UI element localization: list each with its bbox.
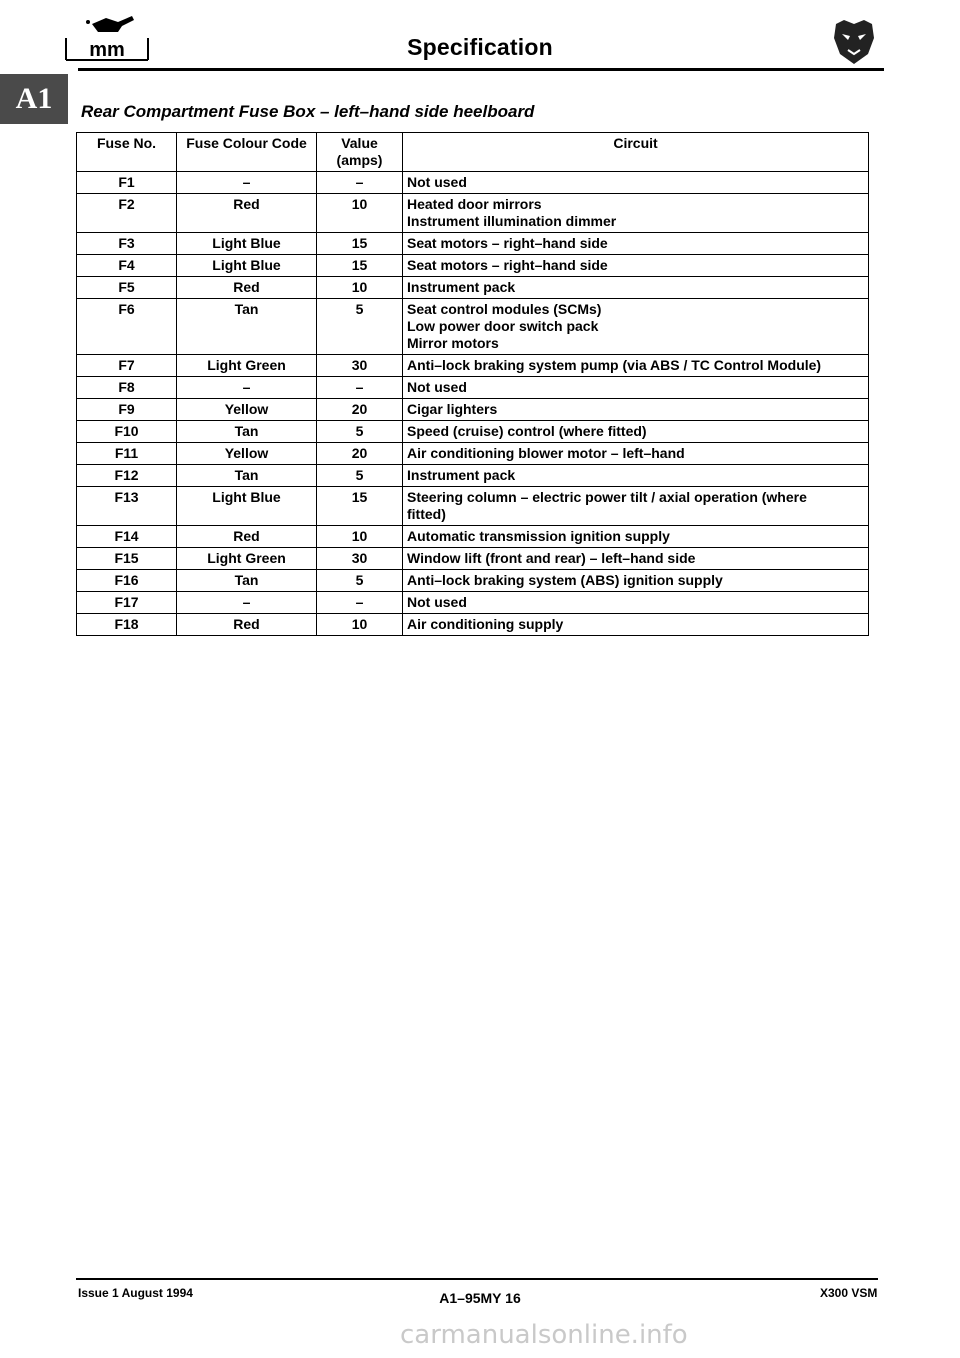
- fuse-value-cell: 10: [317, 614, 403, 636]
- circuit-line: Window lift (front and rear) – left–hand side: [407, 550, 696, 566]
- fuse-number-cell: F11: [77, 443, 177, 465]
- circuit-line: Instrument pack: [407, 279, 516, 295]
- table-row: [77, 255, 869, 277]
- fuse-circuit-cell: [403, 614, 869, 636]
- fuse-colour-cell: Light Blue: [177, 233, 317, 255]
- circuit-line: Speed (cruise) control (where fitted): [407, 423, 647, 439]
- document-code: X300 VSM: [820, 1286, 878, 1300]
- header-fuse-no: Fuse No.: [77, 133, 177, 172]
- fuse-colour-cell: –: [177, 377, 317, 399]
- fuse-number-cell: F3: [77, 233, 177, 255]
- fuse-colour-cell: –: [177, 172, 317, 194]
- circuit-line: Mirror motors: [407, 335, 499, 351]
- fuse-number-cell: F10: [77, 421, 177, 443]
- table-row: [77, 299, 869, 355]
- circuit-line: Heated door mirrors: [407, 196, 542, 212]
- fuse-circuit-cell: [403, 487, 869, 526]
- fuse-number-cell: F15: [77, 548, 177, 570]
- table-row: [77, 548, 869, 570]
- fuse-value-cell: 10: [317, 277, 403, 299]
- fuse-number-cell: F7: [77, 355, 177, 377]
- fuse-colour-cell: Yellow: [177, 399, 317, 421]
- fuse-colour-cell: Red: [177, 526, 317, 548]
- logo-text: mm: [89, 39, 125, 61]
- fuse-table-body: [77, 172, 869, 636]
- table-row: [77, 194, 869, 233]
- fuse-circuit-cell: [403, 255, 869, 277]
- fuse-circuit-cell: [403, 172, 869, 194]
- fuse-colour-cell: –: [177, 592, 317, 614]
- fuse-circuit-cell: [403, 355, 869, 377]
- fuse-circuit-cell: [403, 548, 869, 570]
- fuse-circuit-cell: [403, 421, 869, 443]
- table-row: [77, 172, 869, 194]
- circuit-line: Steering column – electric power tilt / axial operation (where: [407, 489, 807, 505]
- fuse-circuit-cell: [403, 570, 869, 592]
- table-row: [77, 526, 869, 548]
- circuit-line: Seat control modules (SCMs): [407, 301, 602, 317]
- fuse-circuit-cell: [403, 526, 869, 548]
- fuse-value-cell: 15: [317, 233, 403, 255]
- fuse-value-cell: 5: [317, 570, 403, 592]
- table-row: [77, 465, 869, 487]
- circuit-line: Cigar lighters: [407, 401, 498, 417]
- fuse-value-cell: 5: [317, 465, 403, 487]
- fuse-value-cell: –: [317, 592, 403, 614]
- fuse-circuit-cell: [403, 233, 869, 255]
- circuit-line: Not used: [407, 174, 467, 190]
- fuse-table: [76, 132, 869, 636]
- table-row: [77, 233, 869, 255]
- fuse-colour-cell: Red: [177, 277, 317, 299]
- circuit-line: Instrument pack: [407, 467, 516, 483]
- fuse-number-cell: F5: [77, 277, 177, 299]
- fuse-circuit-cell: [403, 465, 869, 487]
- circuit-line: Seat motors – right–hand side: [407, 235, 608, 251]
- fuse-number-cell: F17: [77, 592, 177, 614]
- fuse-colour-cell: Yellow: [177, 443, 317, 465]
- fuse-value-cell: –: [317, 377, 403, 399]
- fuse-value-cell: 15: [317, 487, 403, 526]
- fuse-colour-cell: Light Green: [177, 355, 317, 377]
- fuse-number-cell: F8: [77, 377, 177, 399]
- fuse-value-cell: 5: [317, 421, 403, 443]
- fuse-number-cell: F1: [77, 172, 177, 194]
- table-header-row: [77, 133, 869, 172]
- fuse-circuit-cell: [403, 399, 869, 421]
- circuit-line: Low power door switch pack: [407, 318, 599, 334]
- page-title: Specification: [407, 34, 553, 60]
- jaguar-head-icon: [830, 18, 878, 66]
- fuse-number-cell: F6: [77, 299, 177, 355]
- fuse-colour-cell: Tan: [177, 465, 317, 487]
- header-circuit: Circuit: [403, 133, 869, 172]
- fuse-circuit-cell: [403, 194, 869, 233]
- fuse-value-cell: 30: [317, 548, 403, 570]
- table-row: [77, 377, 869, 399]
- table-row: [77, 570, 869, 592]
- table-row: [77, 355, 869, 377]
- table-row: [77, 614, 869, 636]
- fuse-colour-cell: Tan: [177, 421, 317, 443]
- fuse-value-cell: 20: [317, 399, 403, 421]
- section-tab: A1: [0, 74, 68, 124]
- fuse-colour-cell: Red: [177, 194, 317, 233]
- circuit-line: Not used: [407, 379, 467, 395]
- circuit-line: fitted): [407, 506, 446, 522]
- fuse-colour-cell: Light Green: [177, 548, 317, 570]
- fuse-number-cell: F9: [77, 399, 177, 421]
- fuse-colour-cell: Light Blue: [177, 255, 317, 277]
- table-row: [77, 421, 869, 443]
- fuse-colour-cell: Tan: [177, 299, 317, 355]
- fuse-circuit-cell: [403, 299, 869, 355]
- fuse-value-cell: 10: [317, 526, 403, 548]
- header-value: Value (amps): [317, 133, 403, 172]
- fuse-circuit-cell: [403, 277, 869, 299]
- fuse-value-cell: 10: [317, 194, 403, 233]
- fuse-number-cell: F13: [77, 487, 177, 526]
- fuse-number-cell: F14: [77, 526, 177, 548]
- table-row: [77, 277, 869, 299]
- fuse-circuit-cell: [403, 592, 869, 614]
- circuit-line: Air conditioning blower motor – left–hand: [407, 445, 685, 461]
- table-row: [77, 443, 869, 465]
- watermark: carmanualsonline.info: [400, 1320, 688, 1350]
- fuse-value-cell: 20: [317, 443, 403, 465]
- section-title: Rear Compartment Fuse Box – left–hand side heelboard: [81, 102, 535, 121]
- page-number: A1–95MY 16: [439, 1290, 521, 1306]
- circuit-line: Automatic transmission ignition supply: [407, 528, 670, 544]
- circuit-line: Not used: [407, 594, 467, 610]
- table-row: [77, 592, 869, 614]
- fuse-value-cell: 15: [317, 255, 403, 277]
- fuse-colour-cell: Red: [177, 614, 317, 636]
- fuse-number-cell: F16: [77, 570, 177, 592]
- header-divider: [78, 68, 884, 71]
- issue-date: Issue 1 August 1994: [78, 1286, 193, 1300]
- circuit-line: Anti–lock braking system (ABS) ignition supply: [407, 572, 723, 588]
- fuse-value-cell: 5: [317, 299, 403, 355]
- circuit-line: Instrument illumination dimmer: [407, 213, 617, 229]
- fuse-circuit-cell: [403, 443, 869, 465]
- circuit-line: Air conditioning supply: [407, 616, 564, 632]
- fuse-number-cell: F4: [77, 255, 177, 277]
- fuse-value-cell: 30: [317, 355, 403, 377]
- fuse-colour-cell: Light Blue: [177, 487, 317, 526]
- circuit-line: Anti–lock braking system pump (via ABS / TC Control Module): [407, 357, 822, 373]
- table-row: [77, 487, 869, 526]
- header-colour-code: Fuse Colour Code: [177, 133, 317, 172]
- fuse-number-cell: F18: [77, 614, 177, 636]
- fuse-number-cell: F2: [77, 194, 177, 233]
- fuse-value-cell: –: [317, 172, 403, 194]
- fuse-number-cell: F12: [77, 465, 177, 487]
- table-row: [77, 399, 869, 421]
- fuse-colour-cell: Tan: [177, 570, 317, 592]
- circuit-line: Seat motors – right–hand side: [407, 257, 608, 273]
- fuse-circuit-cell: [403, 377, 869, 399]
- footer-divider: [76, 1278, 878, 1280]
